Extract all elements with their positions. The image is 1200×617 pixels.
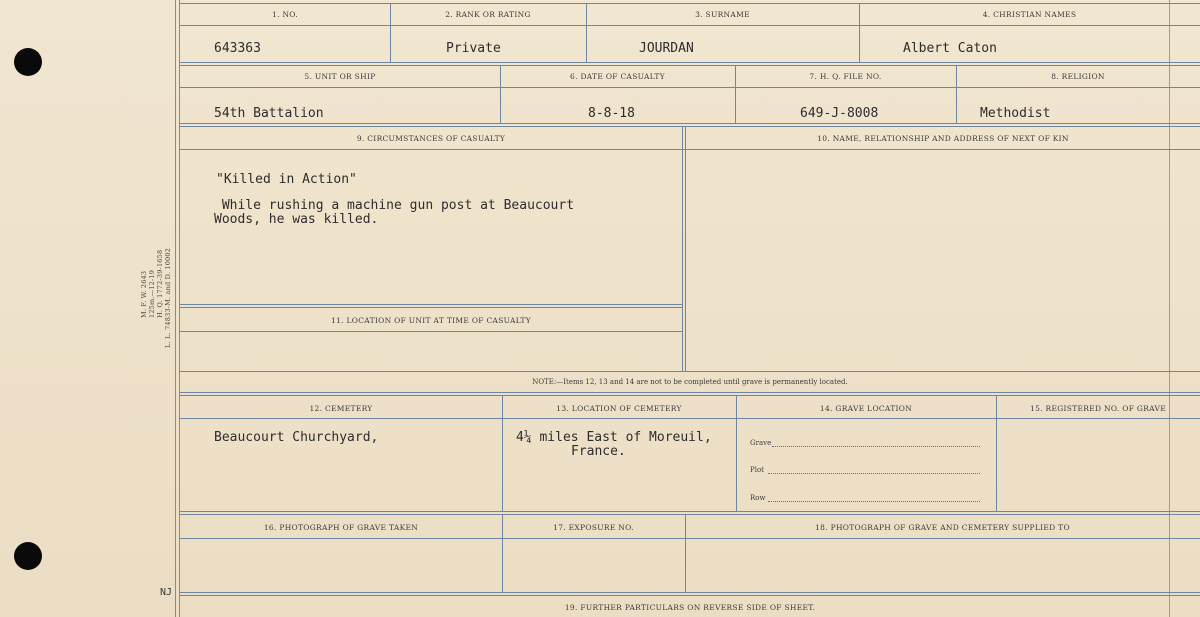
value-unit: 54th Battalion: [214, 106, 324, 121]
value-christian-names: Albert Caton: [903, 41, 997, 56]
grave-label: Grave: [750, 439, 772, 447]
label-religion: 8. RELIGION: [1051, 72, 1105, 81]
row11-sub: [180, 331, 682, 332]
label-exposure-no: 17. EXPOSURE NO.: [553, 523, 634, 532]
form-code-1: M. F. W. 2643: [140, 270, 148, 318]
note-bottom-2: [180, 395, 1200, 396]
value-circumstances-3: Woods, he was killed.: [214, 212, 379, 227]
row3-sub: [180, 149, 1200, 150]
label-rank: 2. RANK OR RATING: [445, 10, 531, 19]
label-cemetery: 12. CEMETERY: [309, 404, 373, 413]
label-grave-location: 14. GRAVE LOCATION: [819, 404, 913, 413]
value-location-cemetery-2: France.: [571, 444, 626, 459]
value-date: 8-8-18: [588, 106, 635, 121]
row6-top: [180, 592, 1200, 593]
grave-line: [772, 446, 980, 447]
row1-sub: [180, 25, 1200, 26]
label-surname: 3. SURNAME: [695, 10, 750, 19]
label-location-cemetery: 13. LOCATION OF CEMETERY: [556, 404, 682, 413]
label-christian-names: 4. CHRISTIAN NAMES: [982, 10, 1077, 19]
label-file-no: 7. H. Q. FILE NO.: [809, 72, 882, 81]
row11-top: [180, 304, 682, 305]
value-cemetery: Beaucourt Churchyard,: [214, 430, 379, 445]
label-registered-no: 15. REGISTERED NO. OF GRAVE: [1030, 404, 1166, 413]
punch-hole-bottom: [14, 542, 42, 570]
form-code-4: L. L. 74833-M. and D. 10002: [164, 247, 172, 348]
row1-top: [180, 3, 1200, 4]
value-rank: Private: [446, 41, 501, 56]
row2-bottom: [180, 123, 1200, 124]
plot-label: Plot: [750, 466, 764, 474]
row4-bottom: [180, 511, 1200, 512]
row2-sub: [180, 87, 1200, 88]
row11-top-2: [180, 307, 682, 308]
label-date: 6. DATE OF CASUALTY: [570, 72, 665, 81]
row6-top-2: [180, 595, 1200, 596]
row4-bottom-2: [180, 514, 1200, 515]
note-text: NOTE:—Items 12, 13 and 14 are not to be completed until grave is permanently located.: [532, 378, 848, 386]
r3-div-b: [685, 126, 686, 371]
label-next-of-kin: 10. NAME, RELATIONSHIP AND ADDRESS OF NEXT OF KIN: [817, 134, 1069, 143]
form-code-3: H. Q. 1772-39-1658: [156, 249, 164, 318]
row5-sub: [180, 538, 1200, 539]
value-religion: Methodist: [980, 106, 1051, 121]
r3-div: [682, 126, 683, 371]
row2-bottom-2: [180, 126, 1200, 127]
label-photo-taken: 16. PHOTOGRAPH OF GRAVE TAKEN: [263, 523, 419, 532]
value-file-no: 649-J-8008: [800, 106, 879, 121]
row1-bottom: [180, 62, 1200, 63]
margin-rule: [175, 0, 176, 617]
label-further-particulars: 19. FURTHER PARTICULARS ON REVERSE SIDE OF SHEET.: [564, 603, 816, 612]
row1-bottom-2: [180, 65, 1200, 66]
value-surname: JOURDAN: [639, 41, 694, 56]
label-no: 1. NO.: [272, 10, 298, 19]
plot-line: [768, 473, 980, 474]
label-unit: 5. UNIT OR SHIP: [304, 72, 376, 81]
label-photo-supplied: 18. PHOTOGRAPH OF GRAVE AND CEMETERY SUPPLIED TO: [815, 523, 1070, 532]
row-label: Row: [750, 494, 766, 502]
form-code-2: 125m.—12-19: [148, 269, 156, 318]
label-circumstances: 9. CIRCUMSTANCES OF CASUALTY: [356, 134, 506, 143]
row4-sub: [180, 418, 1200, 419]
value-no: 643363: [214, 41, 261, 56]
value-circumstances-2: While rushing a machine gun post at Beaucourt: [214, 198, 575, 213]
punch-hole-top: [14, 48, 42, 76]
label-location-unit: 11. LOCATION OF UNIT AT TIME OF CASUALTY: [331, 316, 531, 325]
value-location-cemetery-1: 4¼ miles East of Moreuil,: [516, 430, 712, 445]
note-top: [180, 371, 1200, 372]
row-line: [768, 501, 980, 502]
note-bottom: [180, 392, 1200, 393]
clerk-initials: NJ: [160, 587, 173, 598]
value-circumstances-1: "Killed in Action": [216, 172, 357, 187]
